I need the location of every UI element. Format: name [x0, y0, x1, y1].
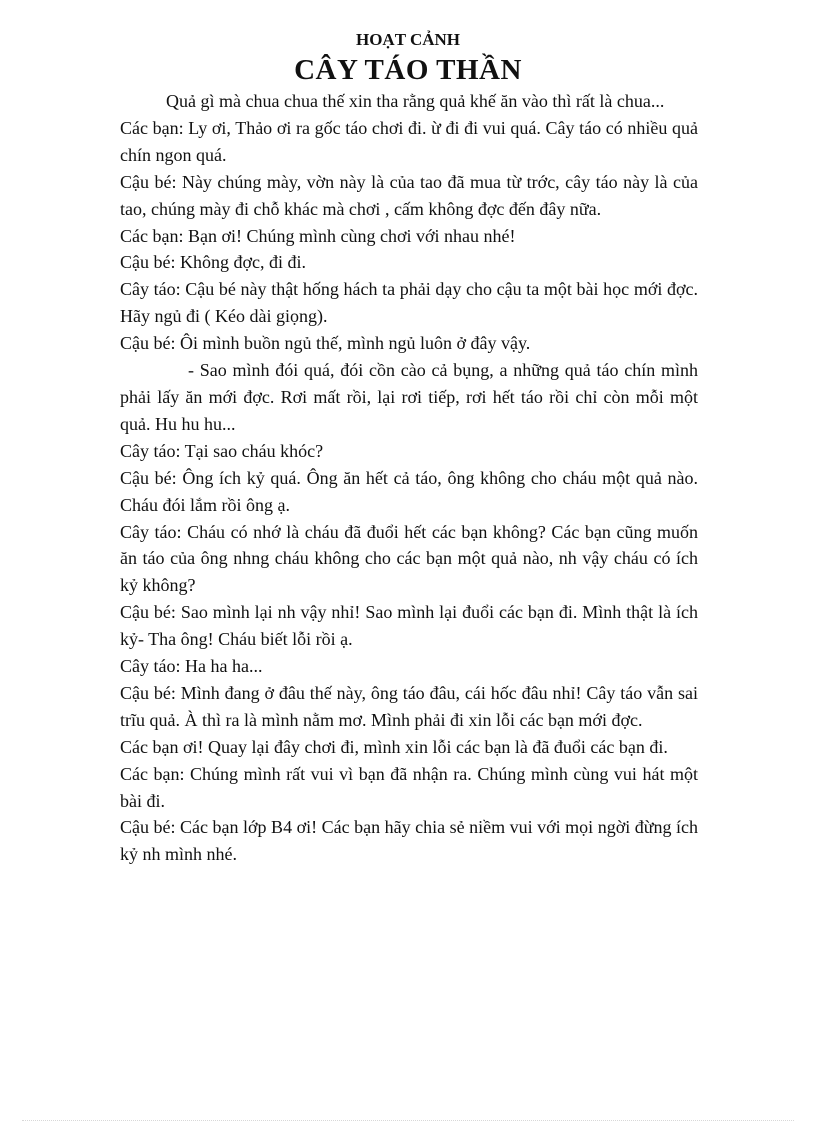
- page-bottom-divider: [22, 1120, 794, 1121]
- paragraph-dialogue: Các bạn: Chúng mình rất vui vì bạn đã nhận ra. Chúng mình cùng vui hát một bài đi.: [120, 763, 698, 811]
- paragraph-dialogue: Cậu bé: Các bạn lớp B4 ơi! Các bạn hãy chia sẻ niềm vui với mọi ngời đừng ích kỷ nh mình nhé.: [120, 817, 698, 865]
- paragraph-dialogue: Các bạn: Bạn ơi! Chúng mình cùng chơi với nhau nhé!: [120, 225, 516, 246]
- paragraph-dialogue: Cây táo: Cậu bé này thật hống hách ta phải dạy cho cậu ta một bài học mới đợc. Hãy ngủ đi ( Kéo dài giọng).: [120, 279, 698, 327]
- paragraph-dialogue: Cây táo: Tại sao cháu khóc?: [120, 440, 324, 461]
- paragraph-intro: Quả gì mà chua chua thế xin tha rằng quả khế ăn vào thì rất là chua...: [166, 91, 665, 111]
- paragraph-dialogue: Cậu bé: Mình đang ở đâu thế này, ông táo đâu, cái hốc đâu nhỉ! Cây táo vẫn sai trĩu quả. À thì ra là mình nằm mơ. Mình phải đi xin lỗi các bạn mới đợc.: [120, 682, 698, 730]
- paragraph-dialogue: Cậu bé: Ông ích kỷ quá. Ông ăn hết cả táo, ông không cho cháu một quả nào. Cháu đói lắm rồi ông ạ.: [120, 467, 698, 515]
- paragraph-dialogue: Cậu bé: Không đợc, đi đi.: [120, 252, 306, 273]
- document-body: [120, 88, 698, 868]
- paragraph-dialogue: - Sao mình đói quá, đói cồn cào cả bụng, a những quả táo chín mình phải lấy ăn mới đợc. Rơi mất rồi, lại rơi tiếp, rơi hết táo rồi chỉ còn mỗi một quả. Hu hu hu...: [120, 360, 698, 434]
- paragraph-dialogue: Các bạn ơi! Quay lại đây chơi đi, mình xin lỗi các bạn là đã đuổi các bạn đi.: [120, 736, 668, 757]
- paragraph-dialogue: Cậu bé: Sao mình lại nh vậy nhỉ! Sao mình lại đuổi các bạn đi. Mình thật là ích kỷ- Tha ông! Cháu biết lỗi rồi ạ.: [120, 602, 698, 650]
- paragraph-dialogue: Cậu bé: Ôi mình buồn ngủ thế, mình ngủ luôn ở đây vậy.: [120, 333, 531, 354]
- paragraph-dialogue: Cây táo: Ha ha ha...: [120, 656, 263, 677]
- document-subtitle: HOẠT CẢNH: [355, 30, 461, 49]
- paragraph-dialogue: Cậu bé: Này chúng mày, vờn này là của tao đã mua từ trớc, cây táo này là của tao, chúng mày đi chỗ khác mà chơi , cấm không đợc đến đây nữa.: [120, 171, 698, 219]
- paragraph-dialogue: Cây táo: Cháu có nhớ là cháu đã đuổi hết các bạn không? Các bạn cũng muốn ăn táo của ông nhng cháu không cho các bạn một quả nào, nh vậy cháu có ích kỷ không?: [120, 521, 698, 596]
- document-title: CÂY TÁO THẦN: [294, 54, 522, 86]
- paragraph-dialogue: Các bạn: Ly ơi, Thảo ơi ra gốc táo chơi đi. ừ đi đi vui quá. Cây táo có nhiều quả chín ngon quá.: [120, 117, 698, 165]
